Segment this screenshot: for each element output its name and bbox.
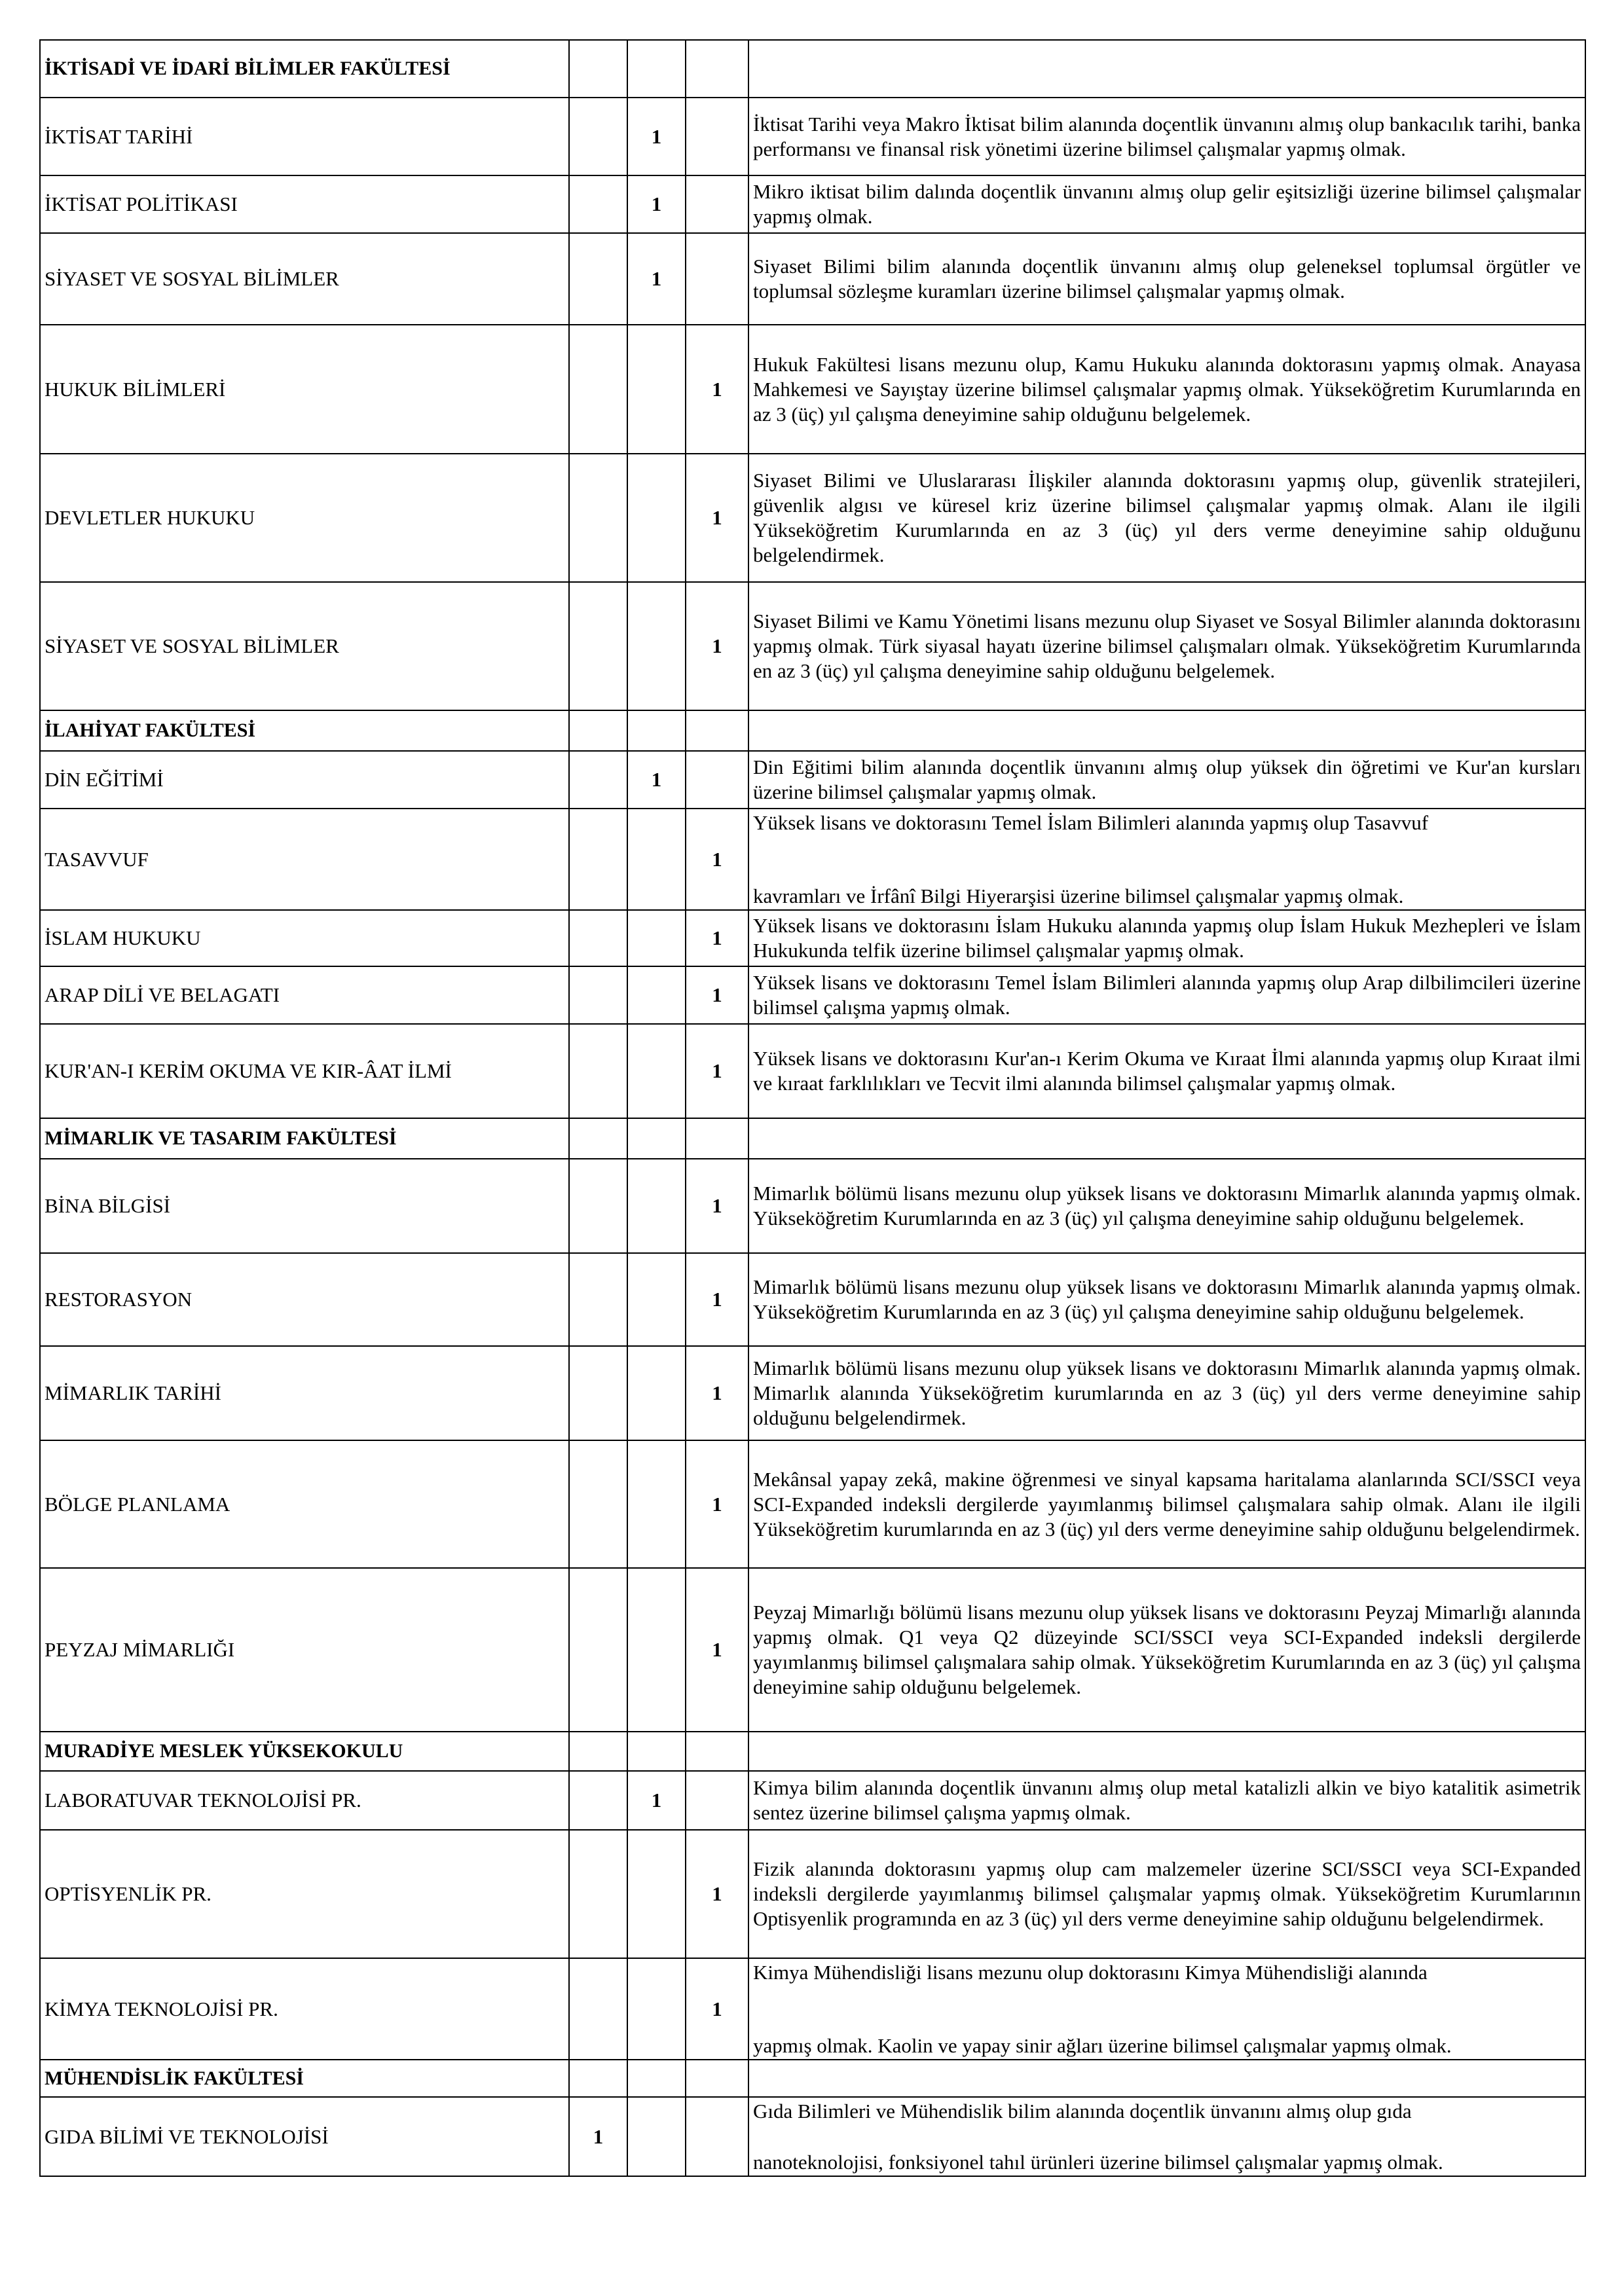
department-name: KUR'AN-I KERİM OKUMA VE KIR-ÂAT İLMİ <box>40 1024 569 1118</box>
count-col2: 1 <box>627 175 686 233</box>
position-row <box>40 1771 1585 1830</box>
department-name: HUKUK BİLİMLERİ <box>40 325 569 454</box>
count-col3: 1 <box>686 1830 748 1958</box>
department-name: PEYZAJ MİMARLIĞI <box>40 1568 569 1732</box>
staff-position-table <box>39 39 1586 2177</box>
empty-cell <box>569 1732 627 1771</box>
count-col1 <box>569 325 627 454</box>
position-row <box>40 175 1585 233</box>
empty-cell <box>686 2060 748 2097</box>
requirement-text: Din Eğitimi bilim alanında doçentlik ünvanını almış olup yüksek din öğretimi ve Kur'an kursları üzerine bilimsel çalışmalar yapmış olmak. <box>748 751 1585 809</box>
faculty-name: MURADİYE MESLEK YÜKSEKOKULU <box>40 1732 569 1771</box>
position-row <box>40 1440 1585 1568</box>
position-row <box>40 1568 1585 1732</box>
count-col3: 1 <box>686 910 748 966</box>
department-name: SİYASET VE SOSYAL BİLİMLER <box>40 582 569 710</box>
count-col1 <box>569 910 627 966</box>
empty-cell <box>627 710 686 751</box>
faculty-name: İKTİSADİ VE İDARİ BİLİMLER FAKÜLTESİ <box>40 40 569 98</box>
department-name: BİNA BİLGİSİ <box>40 1159 569 1253</box>
position-row <box>40 2097 1585 2176</box>
department-name: BÖLGE PLANLAMA <box>40 1440 569 1568</box>
count-col3: 1 <box>686 809 748 910</box>
count-col2 <box>627 454 686 582</box>
position-row <box>40 98 1585 175</box>
count-col3: 1 <box>686 1346 748 1440</box>
count-col2 <box>627 1568 686 1732</box>
position-row <box>40 1830 1585 1958</box>
count-col1 <box>569 809 627 910</box>
position-row <box>40 1024 1585 1118</box>
empty-cell <box>569 2060 627 2097</box>
position-row <box>40 751 1585 809</box>
requirement-line-1: Yüksek lisans ve doktorasını Temel İslam Bilimleri alanında yapmış olup Tasavvuf <box>753 811 1429 834</box>
department-name: MİMARLIK TARİHİ <box>40 1346 569 1440</box>
requirement-text <box>748 2097 1585 2176</box>
count-col3 <box>686 751 748 809</box>
empty-cell <box>569 1118 627 1159</box>
empty-cell <box>569 40 627 98</box>
empty-cell <box>627 40 686 98</box>
department-name: OPTİSYENLİK PR. <box>40 1830 569 1958</box>
count-col1 <box>569 1346 627 1440</box>
department-name: RESTORASYON <box>40 1253 569 1346</box>
count-col1 <box>569 582 627 710</box>
requirement-text: Yüksek lisans ve doktorasını Temel İslam Bilimleri alanında yapmış olup Arap dilbilimcileri üzerine bilimsel çalışma yapmış olmak. <box>748 966 1585 1024</box>
department-name: ARAP DİLİ VE BELAGATI <box>40 966 569 1024</box>
requirement-text: Mekânsal yapay zekâ, makine öğrenmesi ve sinyal kapsama haritalama alanlarında SCI/SSCI veya SCI-Expanded indeksli dergilerde yayımlanmış bilimsel çalışmalara sahip olmak. Alanı ile ilgili Yükseköğretim kurumlarında en az 3 (üç) yıl ders verme deneyimine sahip olduğunu belgelendirmek. <box>748 1440 1585 1568</box>
count-col2: 1 <box>627 751 686 809</box>
requirement-line-2: kavramları ve İrfânî Bilgi Hiyerarşisi üzerine bilimsel çalışmalar yapmış olmak. <box>753 884 1404 907</box>
count-col3 <box>686 233 748 325</box>
department-name: TASAVVUF <box>40 809 569 910</box>
count-col3: 1 <box>686 1024 748 1118</box>
requirement-text: Kimya bilim alanında doçentlik ünvanını almış olup metal katalizli alkin ve biyo katalitik asimetrik sentez üzerine bilimsel çalışma yapmış olmak. <box>748 1771 1585 1830</box>
count-col1 <box>569 1568 627 1732</box>
count-col1 <box>569 233 627 325</box>
requirement-text: Peyzaj Mimarlığı bölümü lisans mezunu olup yüksek lisans ve doktorasını Peyzaj Mimarlığı alanında yapmış olmak. Q1 veya Q2 düzeyinde SCI/SSCI veya SCI-Expanded indeksli dergilerde yayımlanmış bilimsel çalışmalara sahip olmak. Yükseköğretim Kurumlarında en az 3 (üç) yıl çalışma deneyimine sahip olduğunu belgelemek. <box>748 1568 1585 1732</box>
count-col3: 1 <box>686 582 748 710</box>
department-name: İSLAM HUKUKU <box>40 910 569 966</box>
count-col1 <box>569 1253 627 1346</box>
count-col3 <box>686 1771 748 1830</box>
count-col1 <box>569 1771 627 1830</box>
section-header-row <box>40 2060 1585 2097</box>
count-col2 <box>627 1253 686 1346</box>
count-col3: 1 <box>686 966 748 1024</box>
count-col2 <box>627 1159 686 1253</box>
empty-cell <box>686 710 748 751</box>
count-col2 <box>627 809 686 910</box>
requirement-line-1: Kimya Mühendisliği lisans mezunu olup doktorasını Kimya Mühendisliği alanında <box>753 1960 1428 1984</box>
count-col2: 1 <box>627 1771 686 1830</box>
empty-cell <box>748 40 1585 98</box>
requirement-text: Mikro iktisat bilim dalında doçentlik ünvanını almış olup gelir eşitsizliği üzerine bilimsel çalışmalar yapmış olmak. <box>748 175 1585 233</box>
requirement-text: Mimarlık bölümü lisans mezunu olup yüksek lisans ve doktorasını Mimarlık alanında yapmış olmak. Yükseköğretim Kurumlarında en az 3 (üç) yıl çalışma deneyimine sahip olduğunu belgelemek. <box>748 1159 1585 1253</box>
requirement-text: İktisat Tarihi veya Makro İktisat bilim alanında doçentlik ünvanını almış olup bankacılık tarihi, banka performansı ve finansal risk yönetimi üzerine bilimsel çalışmalar yapmış olmak. <box>748 98 1585 175</box>
count-col1 <box>569 175 627 233</box>
position-row <box>40 1958 1585 2060</box>
faculty-name: İLAHİYAT FAKÜLTESİ <box>40 710 569 751</box>
faculty-name: MİMARLIK VE TASARIM FAKÜLTESİ <box>40 1118 569 1159</box>
count-col2 <box>627 325 686 454</box>
count-col1: 1 <box>569 2097 627 2176</box>
count-col1 <box>569 1440 627 1568</box>
empty-cell <box>686 1118 748 1159</box>
count-col1 <box>569 98 627 175</box>
count-col1 <box>569 1958 627 2060</box>
count-col2 <box>627 582 686 710</box>
count-col1 <box>569 1830 627 1958</box>
section-header-row <box>40 1732 1585 1771</box>
count-col3: 1 <box>686 1440 748 1568</box>
requirement-text: Siyaset Bilimi bilim alanında doçentlik ünvanını almış olup geleneksel toplumsal örgütler ve toplumsal sözleşme kuramları üzerine bilimsel çalışmalar yapmış olmak. <box>748 233 1585 325</box>
requirement-text: Fizik alanında doktorasını yapmış olup cam malzemeler üzerine SCI/SSCI veya SCI-Expanded indeksli dergilerde yayımlanmış bilimsel çalışmalar yapmış olmak. Yükseköğretim Kurumlarının Optisyenlik programında en az 3 (üç) yıl ders verme deneyimine sahip olduğunu belgelendirmek. <box>748 1830 1585 1958</box>
count-col3: 1 <box>686 1253 748 1346</box>
department-name: SİYASET VE SOSYAL BİLİMLER <box>40 233 569 325</box>
position-row <box>40 966 1585 1024</box>
requirement-line-2: nanoteknolojisi, fonksiyonel tahıl ürünleri üzerine bilimsel çalışmalar yapmış olmak. <box>753 2150 1443 2174</box>
department-name: İKTİSAT TARİHİ <box>40 98 569 175</box>
position-row <box>40 809 1585 910</box>
empty-cell <box>686 40 748 98</box>
section-header-row <box>40 710 1585 751</box>
department-name: DİN EĞİTİMİ <box>40 751 569 809</box>
count-col2 <box>627 910 686 966</box>
count-col2 <box>627 966 686 1024</box>
count-col3: 1 <box>686 1568 748 1732</box>
count-col3: 1 <box>686 454 748 582</box>
empty-cell <box>686 1732 748 1771</box>
requirement-text: Hukuk Fakültesi lisans mezunu olup, Kamu Hukuku alanında doktorasını yapmış olmak. Anayasa Mahkemesi ve Sayıştay üzerine bilimsel çalışmalar yapmış olmak. Yükseköğretim Kurumlarında en az 3 (üç) yıl çalışma deneyimine sahip olduğunu belgelemek. <box>748 325 1585 454</box>
requirement-text <box>748 809 1585 910</box>
department-name: LABORATUVAR TEKNOLOJİSİ PR. <box>40 1771 569 1830</box>
department-name: DEVLETLER HUKUKU <box>40 454 569 582</box>
position-row <box>40 233 1585 325</box>
count-col3 <box>686 98 748 175</box>
requirement-text: Yüksek lisans ve doktorasını İslam Hukuku alanında yapmış olup İslam Hukuk Mezhepleri ve İslam Hukukunda telfik üzerine bilimsel çalışmalar yapmış olmak. <box>748 910 1585 966</box>
count-col2: 1 <box>627 233 686 325</box>
count-col3: 1 <box>686 1958 748 2060</box>
section-header-row <box>40 40 1585 98</box>
count-col2 <box>627 1830 686 1958</box>
requirement-text: Siyaset Bilimi ve Uluslararası İlişkiler alanında doktorasını yapmış olup, güvenlik stratejileri, güvenlik algısı ve küresel kriz üzerine bilimsel çalışmalar yapmış olmak. Alanı ile ilgili Yükseköğretim Kurumlarında en az 3 (üç) yıl ders verme deneyimine sahip olduğunu belgelendirmek. <box>748 454 1585 582</box>
position-row <box>40 1159 1585 1253</box>
department-name: İKTİSAT POLİTİKASI <box>40 175 569 233</box>
position-row <box>40 325 1585 454</box>
count-col1 <box>569 1159 627 1253</box>
count-col1 <box>569 454 627 582</box>
position-row <box>40 1253 1585 1346</box>
position-row <box>40 454 1585 582</box>
count-col2 <box>627 1346 686 1440</box>
count-col2: 1 <box>627 98 686 175</box>
requirement-text: Yüksek lisans ve doktorasını Kur'an-ı Kerim Okuma ve Kıraat İlmi alanında yapmış olup Kıraat ilmi ve kıraat farklılıkları ve Tecvit ilmi alanında bilimsel çalışmalar yapmış olmak. <box>748 1024 1585 1118</box>
position-row <box>40 582 1585 710</box>
section-header-row <box>40 1118 1585 1159</box>
count-col2 <box>627 1440 686 1568</box>
department-name: KİMYA TEKNOLOJİSİ PR. <box>40 1958 569 2060</box>
requirement-line-2: yapmış olmak. Kaolin ve yapay sinir ağları üzerine bilimsel çalışmalar yapmış olmak. <box>753 2033 1452 2057</box>
empty-cell <box>627 2060 686 2097</box>
requirement-text: Siyaset Bilimi ve Kamu Yönetimi lisans mezunu olup Siyaset ve Sosyal Bilimler alanında doktorasını yapmış olmak. Türk siyasal hayatı üzerine bilimsel çalışmaları olmak. Yükseköğretim Kurumlarında en az 3 (üç) yıl çalışma deneyimine sahip olduğunu belgelemek. <box>748 582 1585 710</box>
count-col3 <box>686 2097 748 2176</box>
empty-cell <box>748 1118 1585 1159</box>
requirement-text: Mimarlık bölümü lisans mezunu olup yüksek lisans ve doktorasını Mimarlık alanında yapmış olmak. Mimarlık alanında Yükseköğretim kurumlarında en az 3 (üç) yıl ders verme deneyimine sahip olduğunu belgelendirmek. <box>748 1346 1585 1440</box>
empty-cell <box>569 710 627 751</box>
empty-cell <box>748 710 1585 751</box>
requirement-text: Mimarlık bölümü lisans mezunu olup yüksek lisans ve doktorasını Mimarlık alanında yapmış olmak. Yükseköğretim Kurumlarında en az 3 (üç) yıl çalışma deneyimine sahip olduğunu belgelemek. <box>748 1253 1585 1346</box>
position-row <box>40 1346 1585 1440</box>
count-col2 <box>627 1958 686 2060</box>
empty-cell <box>627 1732 686 1771</box>
empty-cell <box>748 1732 1585 1771</box>
count-col2 <box>627 1024 686 1118</box>
count-col1 <box>569 751 627 809</box>
count-col3: 1 <box>686 325 748 454</box>
empty-cell <box>748 2060 1585 2097</box>
empty-cell <box>627 1118 686 1159</box>
requirement-line-1: Gıda Bilimleri ve Mühendislik bilim alanında doçentlik ünvanını almış olup gıda <box>753 2099 1412 2123</box>
department-name: GIDA BİLİMİ VE TEKNOLOJİSİ <box>40 2097 569 2176</box>
faculty-name: MÜHENDİSLİK FAKÜLTESİ <box>40 2060 569 2097</box>
count-col3 <box>686 175 748 233</box>
count-col1 <box>569 966 627 1024</box>
count-col1 <box>569 1024 627 1118</box>
count-col2 <box>627 2097 686 2176</box>
count-col3: 1 <box>686 1159 748 1253</box>
requirement-text <box>748 1958 1585 2060</box>
position-row <box>40 910 1585 966</box>
